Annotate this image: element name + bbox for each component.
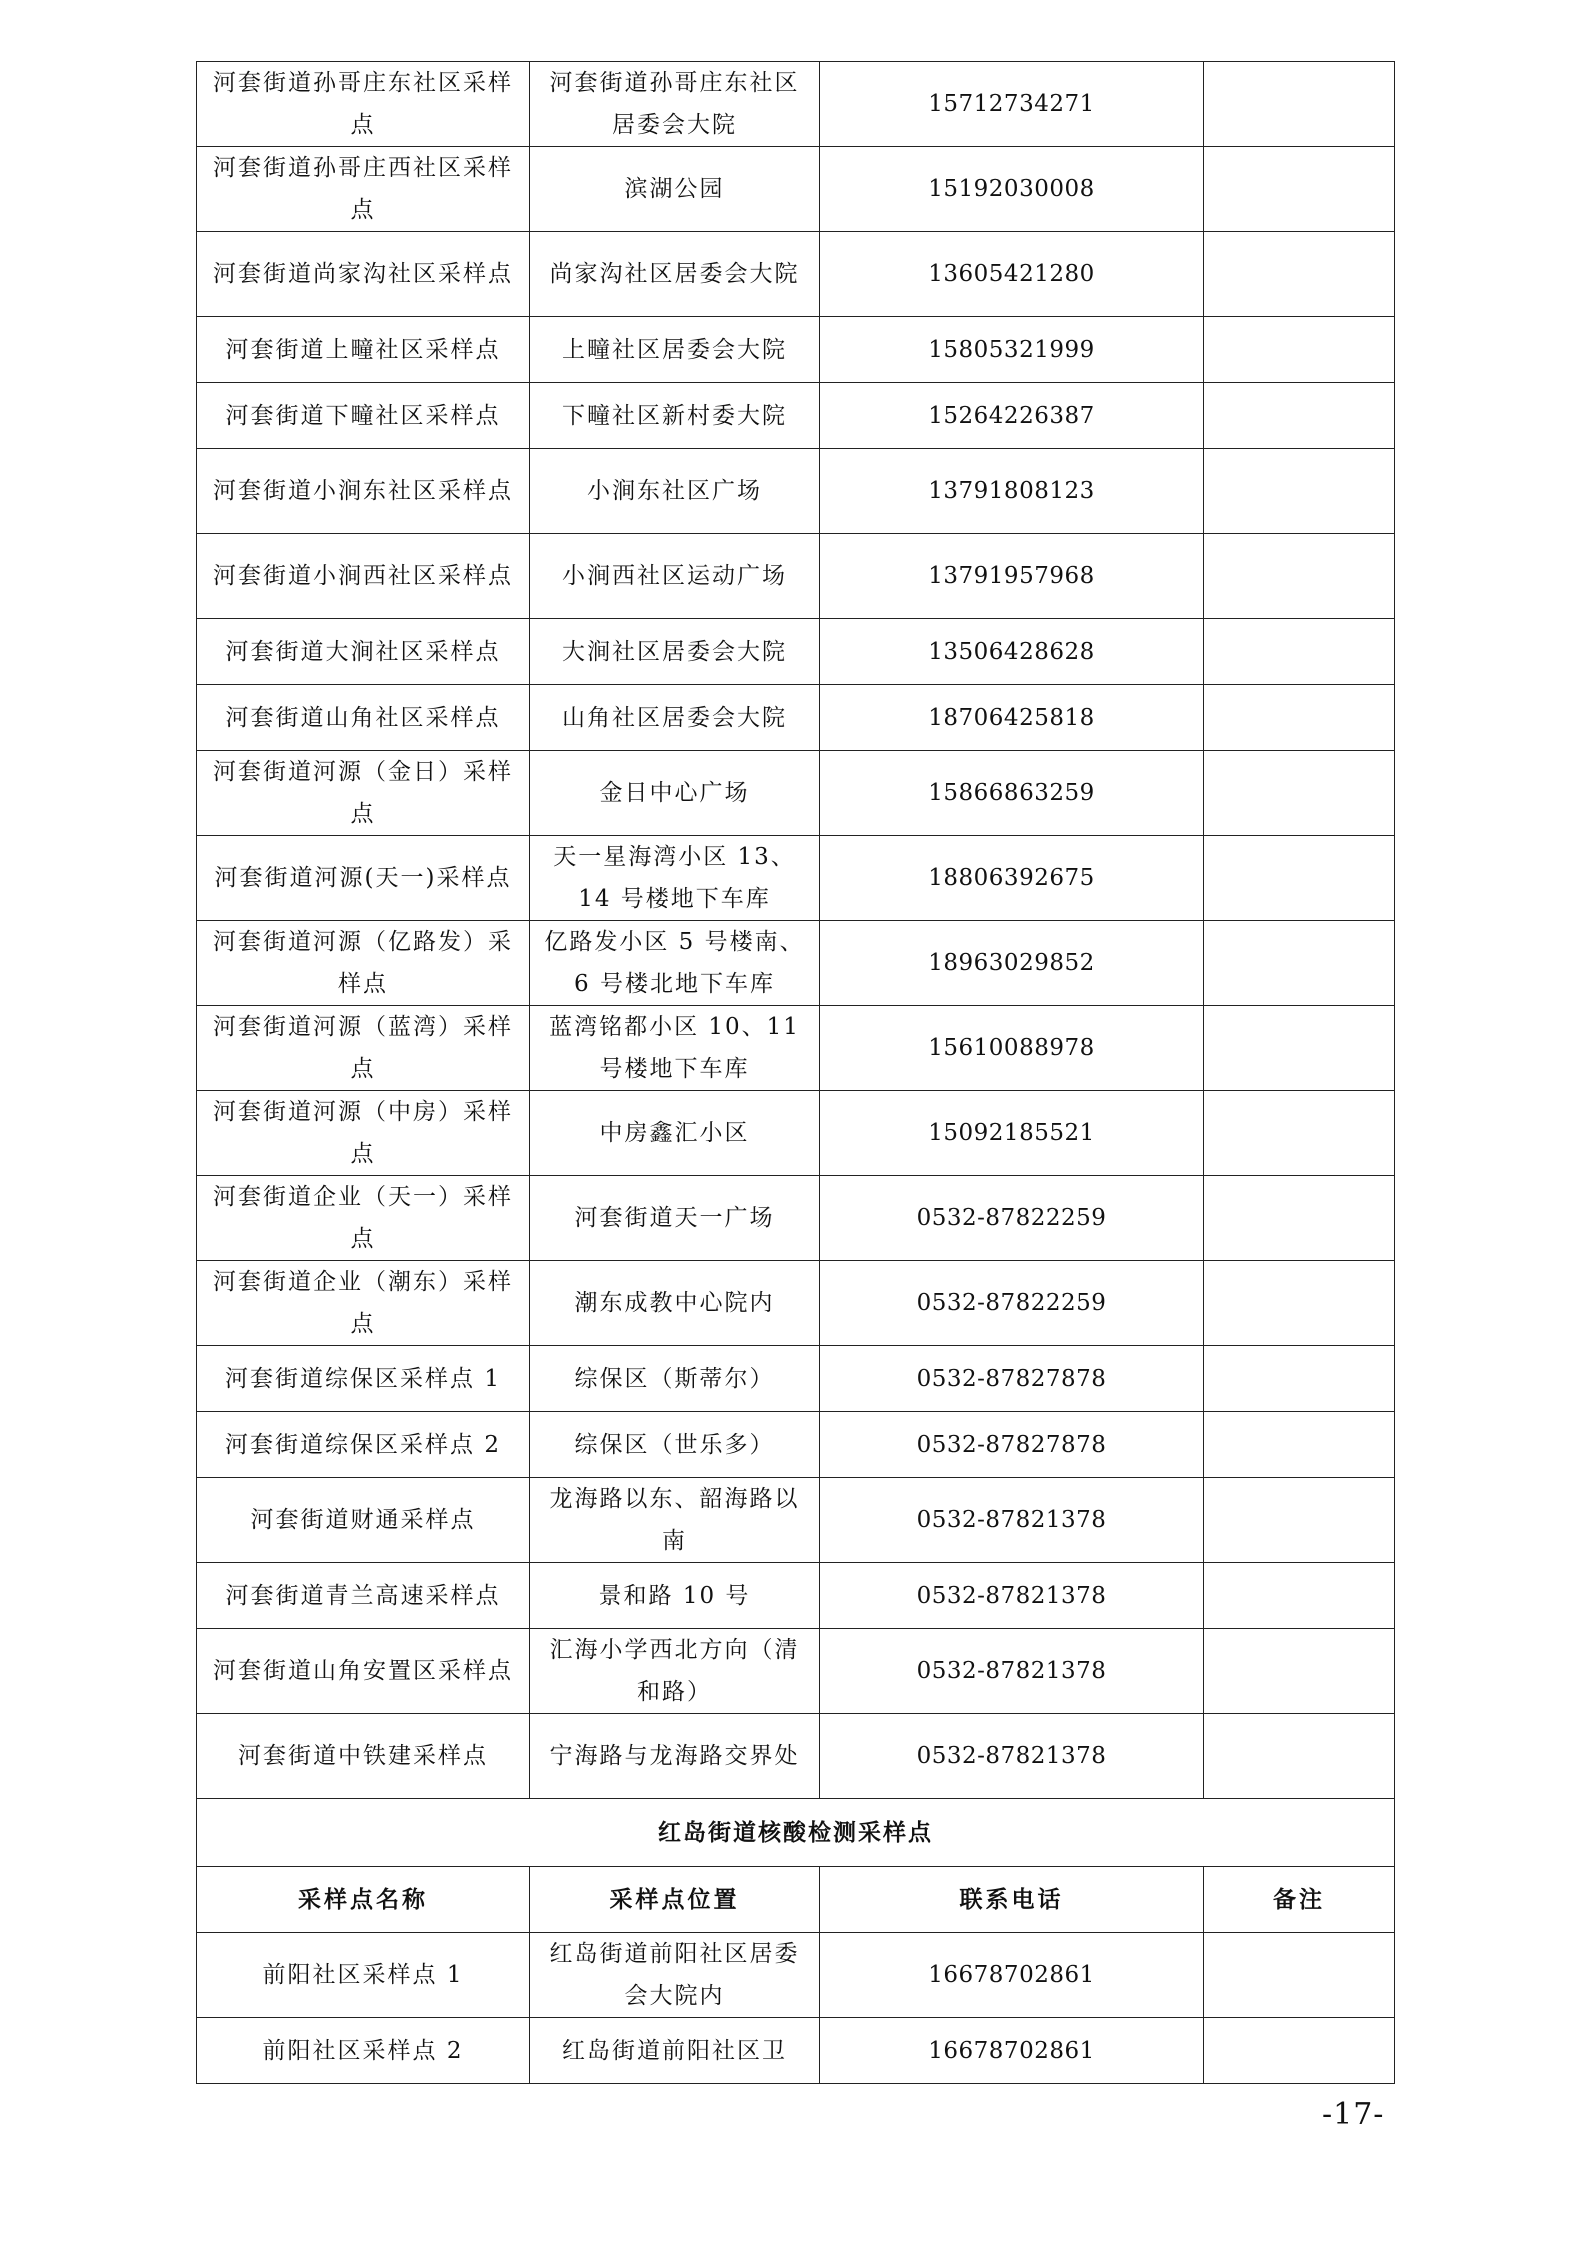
header-phone: 联系电话 <box>820 1867 1204 1933</box>
cell-sample-point-location: 山角社区居委会大院 <box>530 685 820 751</box>
cell-sample-point-name: 河套街道孙哥庄西社区采样点 <box>197 147 530 232</box>
page-number: -17- <box>1322 2097 1385 2132</box>
cell-sample-point-name: 河套街道尚家沟社区采样点 <box>197 232 530 317</box>
cell-contact-phone: 18963029852 <box>820 921 1204 1006</box>
cell-sample-point-name: 河套街道青兰高速采样点 <box>197 1563 530 1629</box>
cell-contact-phone: 16678702861 <box>820 1933 1204 2018</box>
cell-note <box>1204 534 1395 619</box>
cell-note <box>1204 1346 1395 1412</box>
cell-note <box>1204 2018 1395 2084</box>
cell-note <box>1204 1478 1395 1563</box>
cell-sample-point-location: 综保区（世乐多） <box>530 1412 820 1478</box>
cell-sample-point-location: 景和路 10 号 <box>530 1563 820 1629</box>
cell-note <box>1204 1261 1395 1346</box>
cell-note <box>1204 1629 1395 1714</box>
cell-sample-point-location: 河套街道孙哥庄东社区居委会大院 <box>530 62 820 147</box>
cell-sample-point-location: 宁海路与龙海路交界处 <box>530 1714 820 1799</box>
cell-sample-point-name: 河套街道河源（中房）采样点 <box>197 1091 530 1176</box>
cell-note <box>1204 921 1395 1006</box>
cell-note <box>1204 836 1395 921</box>
section-title: 红岛街道核酸检测采样点 <box>197 1799 1395 1867</box>
cell-sample-point-location: 天一星海湾小区 13、14 号楼地下车库 <box>530 836 820 921</box>
cell-sample-point-name: 河套街道大涧社区采样点 <box>197 619 530 685</box>
table-row <box>197 449 1395 534</box>
cell-contact-phone: 0532-87827878 <box>820 1346 1204 1412</box>
table-row <box>197 1478 1395 1563</box>
cell-sample-point-name: 河套街道企业（潮东）采样点 <box>197 1261 530 1346</box>
cell-sample-point-location: 汇海小学西北方向（清和路） <box>530 1629 820 1714</box>
cell-note <box>1204 383 1395 449</box>
cell-contact-phone: 0532-87827878 <box>820 1412 1204 1478</box>
cell-sample-point-location: 红岛街道前阳社区卫 <box>530 2018 820 2084</box>
cell-sample-point-location: 下疃社区新村委大院 <box>530 383 820 449</box>
cell-sample-point-location: 潮东成教中心院内 <box>530 1261 820 1346</box>
cell-contact-phone: 0532-87822259 <box>820 1176 1204 1261</box>
cell-contact-phone: 15805321999 <box>820 317 1204 383</box>
table-header-row <box>197 1867 1395 1933</box>
table-row <box>197 534 1395 619</box>
cell-sample-point-location: 中房鑫汇小区 <box>530 1091 820 1176</box>
cell-sample-point-name: 河套街道河源（蓝湾）采样点 <box>197 1006 530 1091</box>
cell-contact-phone: 16678702861 <box>820 2018 1204 2084</box>
cell-note <box>1204 1714 1395 1799</box>
cell-contact-phone: 13791808123 <box>820 449 1204 534</box>
cell-sample-point-location: 滨湖公园 <box>530 147 820 232</box>
table-row <box>197 1412 1395 1478</box>
cell-note <box>1204 751 1395 836</box>
table-row <box>197 619 1395 685</box>
cell-sample-point-name: 河套街道企业（天一）采样点 <box>197 1176 530 1261</box>
section-title-row <box>197 1799 1395 1867</box>
cell-contact-phone: 15610088978 <box>820 1006 1204 1091</box>
cell-contact-phone: 0532-87822259 <box>820 1261 1204 1346</box>
cell-sample-point-location: 小涧西社区运动广场 <box>530 534 820 619</box>
cell-sample-point-location: 蓝湾铭都小区 10、11 号楼地下车库 <box>530 1006 820 1091</box>
table-row <box>197 1563 1395 1629</box>
table-row <box>197 1933 1395 2018</box>
table-row <box>197 1346 1395 1412</box>
cell-contact-phone: 0532-87821378 <box>820 1478 1204 1563</box>
table-row <box>197 1176 1395 1261</box>
cell-contact-phone: 13506428628 <box>820 619 1204 685</box>
table-row <box>197 1091 1395 1176</box>
cell-sample-point-name: 河套街道上疃社区采样点 <box>197 317 530 383</box>
cell-sample-point-name: 河套街道山角社区采样点 <box>197 685 530 751</box>
cell-note <box>1204 685 1395 751</box>
table-row <box>197 1261 1395 1346</box>
table-row <box>197 383 1395 449</box>
cell-contact-phone: 18706425818 <box>820 685 1204 751</box>
cell-contact-phone: 15712734271 <box>820 62 1204 147</box>
cell-sample-point-location: 红岛街道前阳社区居委会大院内 <box>530 1933 820 2018</box>
cell-sample-point-name: 河套街道下疃社区采样点 <box>197 383 530 449</box>
cell-contact-phone: 0532-87821378 <box>820 1563 1204 1629</box>
cell-note <box>1204 1006 1395 1091</box>
cell-sample-point-name: 前阳社区采样点 2 <box>197 2018 530 2084</box>
cell-sample-point-name: 前阳社区采样点 1 <box>197 1933 530 2018</box>
cell-contact-phone: 13791957968 <box>820 534 1204 619</box>
cell-sample-point-name: 河套街道山角安置区采样点 <box>197 1629 530 1714</box>
cell-sample-point-location: 亿路发小区 5 号楼南、6 号楼北地下车库 <box>530 921 820 1006</box>
cell-contact-phone: 13605421280 <box>820 232 1204 317</box>
table-row <box>197 1006 1395 1091</box>
cell-note <box>1204 62 1395 147</box>
cell-note <box>1204 232 1395 317</box>
cell-sample-point-name: 河套街道河源（金日）采样点 <box>197 751 530 836</box>
cell-sample-point-location: 金日中心广场 <box>530 751 820 836</box>
cell-contact-phone: 18806392675 <box>820 836 1204 921</box>
cell-sample-point-location: 综保区（斯蒂尔） <box>530 1346 820 1412</box>
cell-sample-point-name: 河套街道综保区采样点 2 <box>197 1412 530 1478</box>
table-row <box>197 921 1395 1006</box>
cell-sample-point-name: 河套街道河源（亿路发）采样点 <box>197 921 530 1006</box>
cell-sample-point-name: 河套街道小涧西社区采样点 <box>197 534 530 619</box>
cell-sample-point-location: 上疃社区居委会大院 <box>530 317 820 383</box>
cell-contact-phone: 0532-87821378 <box>820 1629 1204 1714</box>
cell-contact-phone: 15866863259 <box>820 751 1204 836</box>
table-row <box>197 685 1395 751</box>
header-location: 采样点位置 <box>530 1867 820 1933</box>
cell-contact-phone: 0532-87821378 <box>820 1714 1204 1799</box>
table-row <box>197 751 1395 836</box>
table-body <box>197 62 1395 2084</box>
table-row <box>197 1629 1395 1714</box>
cell-note <box>1204 317 1395 383</box>
sampling-points-table <box>196 61 1395 2084</box>
cell-note <box>1204 1176 1395 1261</box>
table-row <box>197 1714 1395 1799</box>
cell-contact-phone: 15192030008 <box>820 147 1204 232</box>
table-row <box>197 62 1395 147</box>
cell-note <box>1204 1412 1395 1478</box>
cell-sample-point-location: 龙海路以东、韶海路以南 <box>530 1478 820 1563</box>
cell-sample-point-name: 河套街道综保区采样点 1 <box>197 1346 530 1412</box>
cell-sample-point-name: 河套街道孙哥庄东社区采样点 <box>197 62 530 147</box>
header-name: 采样点名称 <box>197 1867 530 1933</box>
cell-sample-point-location: 大涧社区居委会大院 <box>530 619 820 685</box>
cell-sample-point-name: 河套街道河源(天一)采样点 <box>197 836 530 921</box>
cell-sample-point-location: 尚家沟社区居委会大院 <box>530 232 820 317</box>
table-row <box>197 147 1395 232</box>
cell-note <box>1204 619 1395 685</box>
table-row <box>197 836 1395 921</box>
table-row <box>197 232 1395 317</box>
cell-note <box>1204 449 1395 534</box>
cell-sample-point-location: 小涧东社区广场 <box>530 449 820 534</box>
cell-note <box>1204 1563 1395 1629</box>
cell-contact-phone: 15264226387 <box>820 383 1204 449</box>
table-row <box>197 317 1395 383</box>
cell-note <box>1204 1091 1395 1176</box>
table-row <box>197 2018 1395 2084</box>
cell-note <box>1204 147 1395 232</box>
cell-sample-point-name: 河套街道中铁建采样点 <box>197 1714 530 1799</box>
cell-sample-point-name: 河套街道小涧东社区采样点 <box>197 449 530 534</box>
header-note: 备注 <box>1204 1867 1395 1933</box>
cell-note <box>1204 1933 1395 2018</box>
cell-sample-point-name: 河套街道财通采样点 <box>197 1478 530 1563</box>
cell-sample-point-location: 河套街道天一广场 <box>530 1176 820 1261</box>
cell-contact-phone: 15092185521 <box>820 1091 1204 1176</box>
